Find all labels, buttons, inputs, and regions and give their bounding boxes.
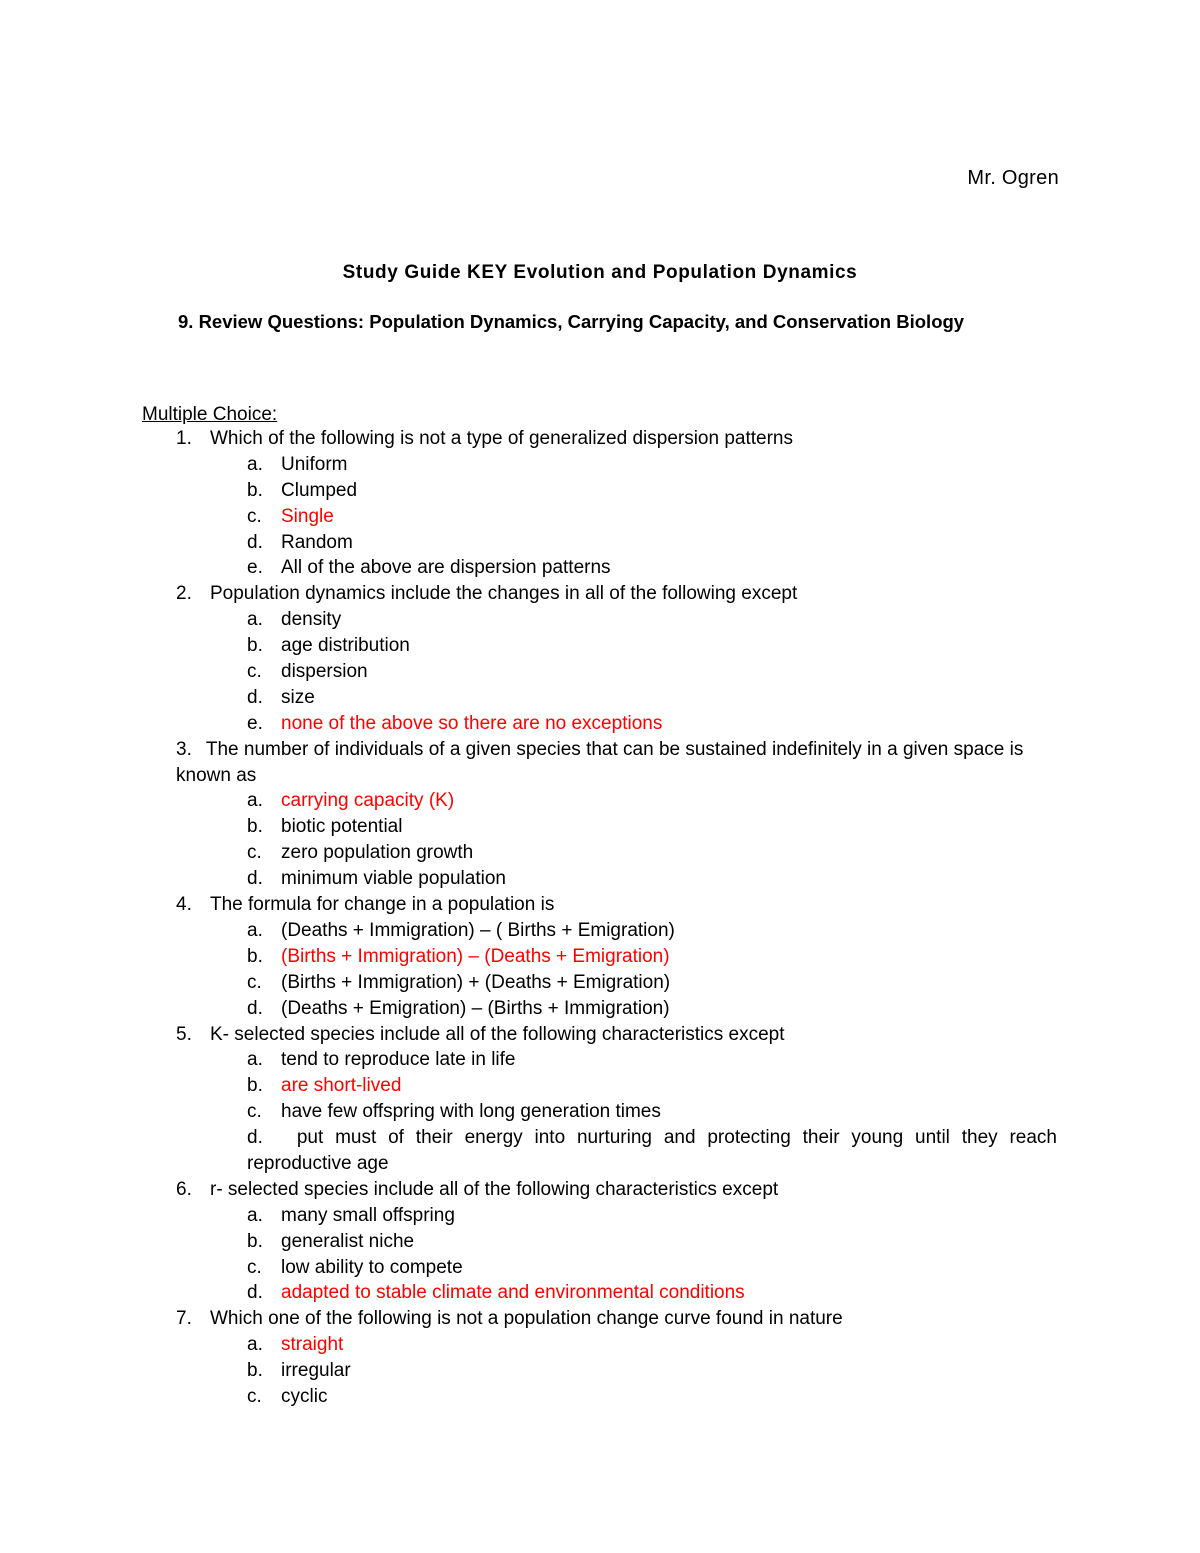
option-letter: b. <box>247 1075 263 1097</box>
option-text: Random <box>281 531 353 553</box>
option <box>0 814 1200 840</box>
option-letter: a. <box>247 1204 263 1226</box>
option-letter: b. <box>247 635 263 657</box>
question-number: 7. <box>176 1308 192 1330</box>
option <box>0 1099 1200 1125</box>
option-letter: b. <box>247 1230 263 1252</box>
option-text: irregular <box>281 1360 351 1382</box>
option-text: (Deaths + Immigration) – ( Births + Emigration) <box>281 919 675 941</box>
option-text: All of the above are dispersion patterns <box>281 557 611 579</box>
question-number: 3. <box>176 738 192 760</box>
question-text: Which of the following is not a type of generalized dispersion patterns <box>210 428 793 449</box>
option-text: density <box>281 609 342 631</box>
question-5 <box>0 1022 1200 1048</box>
option-text: age distribution <box>281 635 410 657</box>
question-1 <box>0 426 1200 452</box>
option-text: Uniform <box>281 453 348 475</box>
option-letter: a. <box>247 453 263 475</box>
option-letter: d. <box>247 531 263 553</box>
question-text: Which one of the following is not a population change curve found in nature <box>210 1308 843 1330</box>
answer-text: straight <box>281 1334 344 1356</box>
option <box>0 685 1200 711</box>
question-7 <box>0 1306 1200 1332</box>
option-text: have few offspring with long generation times <box>281 1101 661 1123</box>
option <box>0 1384 1200 1410</box>
option <box>0 1229 1200 1255</box>
option-letter: a. <box>247 609 263 631</box>
option-text: low ability to compete <box>281 1256 463 1278</box>
option-letter: c. <box>247 1256 262 1278</box>
question-text: The formula for change in a population is <box>210 894 555 916</box>
option-letter: d. <box>247 997 263 1019</box>
question-number: 2. <box>176 583 192 605</box>
option-text: cyclic <box>281 1385 328 1407</box>
question-4 <box>0 892 1200 918</box>
option-letter: a. <box>247 1334 263 1356</box>
question-6 <box>0 1177 1200 1203</box>
option-letter: c. <box>247 661 262 683</box>
option-block <box>247 1125 1057 1177</box>
option-text: size <box>281 686 315 708</box>
option <box>0 1203 1200 1229</box>
option-letter: a. <box>247 790 263 812</box>
option-text: generalist niche <box>281 1230 415 1252</box>
answer-text: are short-lived <box>281 1075 402 1097</box>
option-letter: b. <box>247 816 263 838</box>
author-name: Mr. Ogren <box>967 167 1059 189</box>
option-answer <box>0 944 1200 970</box>
question-3 <box>0 737 1200 789</box>
option <box>0 1255 1200 1281</box>
option-text: minimum viable population <box>281 868 506 890</box>
option-letter: c. <box>247 971 262 993</box>
answer-text: carrying capacity (K) <box>281 790 455 812</box>
option-letter: d. <box>247 1282 263 1304</box>
option-letter: b. <box>247 479 263 501</box>
option-text: tend to reproduce late in life <box>281 1049 516 1071</box>
answer-text: Single <box>281 505 334 527</box>
question-number: 4. <box>176 894 192 916</box>
option-text: biotic potential <box>281 816 403 838</box>
page-title: Study Guide KEY Evolution and Population Dynamics <box>342 262 858 283</box>
option-letter: a. <box>247 1049 263 1071</box>
option-answer <box>0 1280 1200 1306</box>
option <box>0 1047 1200 1073</box>
question-2 <box>0 581 1200 607</box>
question-text: K- selected species include all of the following characteristics except <box>210 1023 785 1045</box>
option-letter: e. <box>247 712 263 734</box>
answer-text: (Births + Immigration) – (Deaths + Emigration) <box>281 945 670 967</box>
question-number: 6. <box>176 1178 192 1200</box>
option <box>0 970 1200 996</box>
option-letter: d. <box>247 1127 263 1149</box>
multiple-choice-label: Multiple Choice: <box>142 404 278 425</box>
option <box>0 530 1200 556</box>
option <box>0 918 1200 944</box>
question-text: Population dynamics include the changes in all of the following except <box>210 583 798 605</box>
option-answer <box>0 711 1200 737</box>
option <box>0 996 1200 1022</box>
option-text: Clumped <box>281 479 358 501</box>
option-text: (Births + Immigration) + (Deaths + Emigration) <box>281 971 671 993</box>
option <box>0 866 1200 892</box>
option <box>0 840 1200 866</box>
option <box>0 633 1200 659</box>
option-answer <box>0 1332 1200 1358</box>
option <box>0 478 1200 504</box>
option-letter: b. <box>247 1360 263 1382</box>
option-letter: c. <box>247 1385 262 1407</box>
option <box>0 1358 1200 1384</box>
option-answer <box>0 1073 1200 1099</box>
option-letter: e. <box>247 557 263 579</box>
option-answer <box>0 504 1200 530</box>
answer-text: adapted to stable climate and environmental conditions <box>281 1282 745 1304</box>
question-text: r- selected species include all of the following characteristics except <box>210 1178 779 1200</box>
option-text: (Deaths + Emigration) – (Births + Immigration) <box>281 997 670 1019</box>
question-block <box>176 737 1057 789</box>
option-text: many small offspring <box>281 1204 455 1226</box>
option-text: zero population growth <box>281 842 474 864</box>
answer-text: none of the above so there are no exceptions <box>281 712 663 734</box>
question-text: The number of individuals of a given species that can be sustained indefinitely in a given space is known as <box>176 738 1024 786</box>
option-text: dispersion <box>281 661 368 683</box>
option-text: put must of their energy into nurturing and protecting their young until they reach reproductive age <box>247 1127 1057 1174</box>
option <box>0 555 1200 581</box>
option <box>0 659 1200 685</box>
section-heading: 9. Review Questions: Population Dynamics, Carrying Capacity, and Conservation Biology <box>178 311 965 332</box>
option <box>0 607 1200 633</box>
option-letter: b. <box>247 945 263 967</box>
option-letter: c. <box>247 505 262 527</box>
question-number: 1. <box>176 428 192 449</box>
option-letter: a. <box>247 919 263 941</box>
option <box>0 452 1200 478</box>
option-letter: d. <box>247 686 263 708</box>
option-letter: c. <box>247 1101 262 1123</box>
option-letter: d. <box>247 868 263 890</box>
option-answer <box>0 788 1200 814</box>
question-list <box>0 426 1200 1410</box>
option-letter: c. <box>247 842 262 864</box>
question-number: 5. <box>176 1023 192 1045</box>
option <box>0 1125 1200 1177</box>
